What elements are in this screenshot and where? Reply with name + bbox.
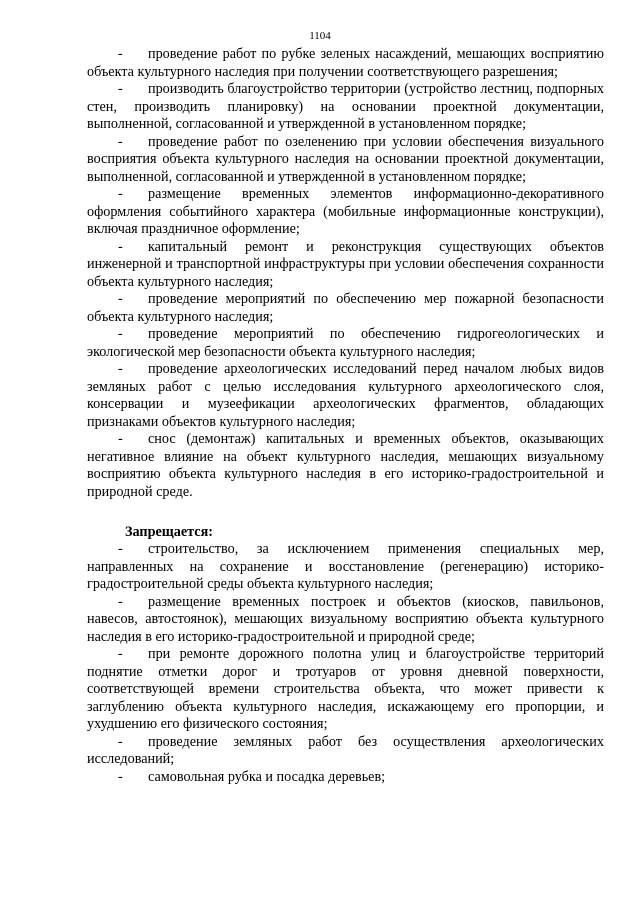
list-item: [87, 361, 604, 431]
list-item-text: размещение временных построек и объектов (киосков, павильонов, навесов, автостоянок), мешающих визуальному восприятию объекта культурного наследия в его историко-градостроительной и природной среде;: [87, 593, 604, 645]
list-item-text: капитальный ремонт и реконструкция существующих объектов инженерной и транспортной инфраструктуры при условии обеспечения сохранности объекта культурного наследия;: [87, 238, 604, 290]
list-item-text: снос (демонтаж) капитальных и временных объектов, оказывающих негативное влияние на объект культурного наследия, мешающих визуальному восприятию объекта культурного наследия в его историко-градостроительной и природной среде.: [87, 431, 604, 500]
list-item: [87, 291, 604, 326]
list-item-text: проведение земляных работ без осуществления археологических исследований;: [87, 733, 604, 767]
list-item-text: проведение мероприятий по обеспечению мер пожарной безопасности объекта культурного наследия;: [87, 291, 604, 325]
prohibited-list: [87, 541, 604, 786]
list-bullet: -: [118, 46, 123, 62]
list-item-text: проведение археологических исследований перед началом любых видов земляных работ с целью исследования культурного археологического слоя, консервации и музеефикации археологических фрагментов, обладающих признаками объектов культурного наследия;: [87, 361, 604, 430]
list-bullet: -: [118, 431, 123, 447]
prohibited-heading: Запрещается:: [125, 524, 213, 540]
list-bullet: -: [118, 238, 123, 255]
list-item: [87, 239, 604, 292]
list-bullet: -: [118, 593, 123, 610]
list-bullet: -: [118, 646, 123, 662]
list-item: [87, 541, 604, 594]
list-bullet: -: [118, 326, 123, 342]
list-bullet: -: [118, 361, 123, 377]
list-bullet: -: [118, 733, 123, 750]
list-item: [87, 646, 604, 734]
list-bullet: -: [118, 186, 123, 202]
list-bullet: -: [118, 81, 123, 97]
list-item-text: строительство, за исключением применения специальных мер, направленных на сохранение и восстановление (регенерацию) историко-градостроительной среды объекта культурного наследия;: [87, 541, 604, 592]
list-item-text: при ремонте дорожного полотна улиц и благоустройстве территорий поднятие отметки дорог и тротуаров от уровня дневной поверхности, соответствующей времени строительства объекта, что может привести к заглублению объекта культурного наследия, искажающему его пропорции, и ухудшению его физического состояния;: [87, 646, 604, 732]
list-item: [87, 186, 604, 239]
list-bullet: -: [118, 541, 123, 557]
list-bullet: -: [118, 133, 123, 150]
list-item-text: производить благоустройство территории (устройство лестниц, подпорных стен, производить планировку) на основании проектной документации, выполненной, согласованной и утвержденной в установленном порядке;: [87, 81, 604, 132]
list-bullet: -: [118, 768, 123, 785]
list-item-text: проведение работ по рубке зеленых насаждений, мешающих восприятию объекта культурного наследия при получении соответствующего разрешения;: [87, 46, 604, 80]
list-item: [87, 431, 604, 501]
list-item: [87, 769, 604, 787]
page-number: 1104: [309, 30, 331, 42]
list-bullet: -: [118, 291, 123, 307]
list-item: [87, 326, 604, 361]
document-body: [87, 46, 604, 786]
list-item: [87, 81, 604, 134]
list-item-text: размещение временных элементов информационно-декоративного оформления событийного характера (мобильные информационные конструкции), включая праздничное оформление;: [87, 186, 604, 237]
list-item: [87, 134, 604, 187]
list-item: [87, 734, 604, 769]
list-item-text: проведение мероприятий по обеспечению гидрогеологических и экологической мер безопасности объекта культурного наследия;: [87, 326, 604, 360]
list-item: [87, 594, 604, 647]
list-item-text: проведение работ по озеленению при условии обеспечения визуального восприятия объекта культурного наследия на основании проектной документации, выполненной, согласованной и утвержденной в установленном порядке;: [87, 133, 604, 185]
list-item-text: самовольная рубка и посадка деревьев;: [148, 768, 386, 785]
allowed-list: [87, 46, 604, 501]
list-item: [87, 46, 604, 81]
